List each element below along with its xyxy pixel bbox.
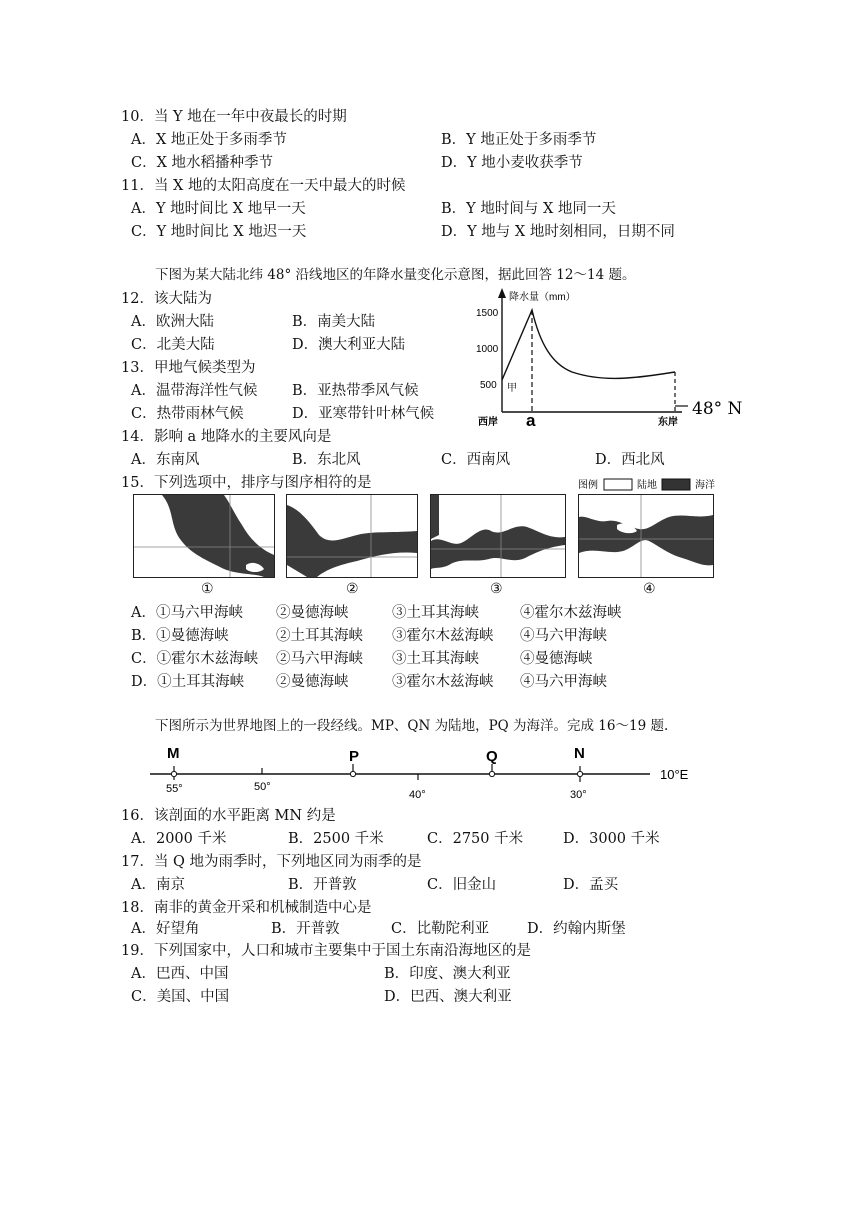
meridian-diagram bbox=[140, 740, 710, 806]
q13-option-b: B．亚热带季风气候 bbox=[292, 383, 419, 399]
q13-options-row2 bbox=[131, 405, 451, 423]
lat-55: 55° bbox=[166, 783, 183, 795]
q15-c-2: ②马六甲海峡 bbox=[276, 651, 363, 667]
label-p: P bbox=[349, 748, 360, 765]
q10-stem: 10．当 Y 地在一年中夜最长的时期 bbox=[121, 109, 347, 125]
q11-option-a: A．Y 地时间比 X 地早一天 bbox=[131, 201, 306, 217]
q11-options-row1 bbox=[131, 200, 731, 218]
q16-option-b: B．2500 千米 bbox=[288, 831, 384, 847]
q15-c-4: ④曼德海峡 bbox=[520, 651, 593, 667]
strait-map-4 bbox=[578, 494, 714, 578]
q12-options-row1 bbox=[131, 313, 451, 331]
q19-option-c: C．美国、中国 bbox=[131, 989, 230, 1005]
lat-50: 50° bbox=[254, 781, 271, 793]
legend-sea-label: 海洋 bbox=[695, 480, 715, 491]
map-caption-1: ① bbox=[201, 581, 214, 597]
q15-c-3: ③土耳其海峡 bbox=[392, 651, 479, 667]
q10-options-row2 bbox=[131, 154, 731, 172]
q11-stem: 11．当 X 地的太阳高度在一天中最大的时候 bbox=[121, 178, 406, 194]
q12-options-row2 bbox=[131, 336, 451, 354]
q11-options-row2 bbox=[131, 223, 731, 241]
q18-option-a: A．好望角 bbox=[131, 921, 200, 937]
point-m bbox=[171, 771, 176, 776]
lat-40: 40° bbox=[409, 789, 426, 801]
label-east-coast: 东岸 bbox=[658, 417, 678, 428]
q15-option-a bbox=[131, 604, 691, 622]
q18-option-b: B．开普敦 bbox=[271, 921, 340, 937]
precipitation-chart bbox=[462, 284, 762, 434]
lon-10e: 10°E bbox=[660, 767, 689, 782]
label-q: Q bbox=[486, 748, 498, 765]
q17-option-c: C．旧金山 bbox=[427, 877, 497, 893]
q19-options-row1 bbox=[131, 965, 731, 983]
chart-ylabel: 降水量（mm） bbox=[509, 292, 576, 303]
q11-option-c: C．Y 地时间比 X 地迟一天 bbox=[131, 224, 307, 240]
label-n: N bbox=[574, 745, 585, 762]
q12-option-a: A．欧洲大陆 bbox=[131, 314, 214, 330]
q15-d-4: ④马六甲海峡 bbox=[520, 674, 607, 690]
legend-sea-swatch bbox=[662, 479, 690, 490]
q18-option-d: D．约翰内斯堡 bbox=[527, 921, 626, 937]
q17-option-d: D．孟买 bbox=[563, 877, 619, 893]
strait-map-1 bbox=[133, 494, 275, 578]
q16-option-c: C．2750 千米 bbox=[427, 831, 524, 847]
label-48n: 48° N bbox=[692, 399, 743, 419]
legend-land-swatch bbox=[604, 479, 632, 490]
label-a: a bbox=[526, 411, 536, 430]
q15-a-1: A．①马六甲海峡 bbox=[131, 605, 243, 621]
q19-options-row2 bbox=[131, 988, 731, 1006]
q16-options bbox=[131, 830, 691, 848]
q17-option-b: B．开普敦 bbox=[288, 877, 357, 893]
q15-option-c bbox=[131, 650, 691, 668]
q14-option-d: D．西北风 bbox=[595, 452, 665, 468]
q11-option-d: D．Y 地与 X 地时刻相同，日期不同 bbox=[441, 224, 675, 240]
q18-option-c: C．比勒陀利亚 bbox=[391, 921, 490, 937]
label-jia: 甲 bbox=[507, 383, 517, 394]
q15-option-b bbox=[131, 627, 691, 645]
lat-30: 30° bbox=[570, 789, 587, 801]
chart-y-arrow bbox=[498, 288, 506, 298]
q19-option-a: A．巴西、中国 bbox=[131, 966, 229, 982]
q15-b-3: ③霍尔木兹海峡 bbox=[392, 628, 494, 644]
q15-a-2: ②曼德海峡 bbox=[276, 605, 349, 621]
q13-stem: 13．甲地气候类型为 bbox=[121, 360, 256, 376]
q19-option-d: D．巴西、澳大利亚 bbox=[384, 989, 512, 1005]
q10-option-a: A．X 地正处于多雨季节 bbox=[131, 132, 287, 148]
map-caption-2: ② bbox=[346, 581, 359, 597]
q10-option-b: B．Y 地正处于多雨季节 bbox=[441, 132, 597, 148]
q18-stem: 18．南非的黄金开采和机械制造中心是 bbox=[121, 900, 372, 916]
q13-option-c: C．热带雨林气候 bbox=[131, 406, 244, 422]
q10-option-d: D．Y 地小麦收获季节 bbox=[441, 155, 583, 171]
q14-options bbox=[131, 451, 691, 469]
q15-d-2: ②曼德海峡 bbox=[276, 674, 349, 690]
q17-option-a: A．南京 bbox=[131, 877, 185, 893]
q10-option-c: C．X 地水稻播种季节 bbox=[131, 155, 274, 171]
point-p bbox=[350, 771, 355, 776]
label-west-coast: 西岸 bbox=[478, 417, 498, 428]
precipitation-curve bbox=[502, 310, 675, 380]
q15-b-1: B．①曼德海峡 bbox=[131, 628, 229, 644]
q16-option-a: A．2000 千米 bbox=[131, 831, 227, 847]
q14-option-a: A．东南风 bbox=[131, 452, 200, 468]
strait-legend bbox=[578, 476, 728, 492]
chart-ytick-1500: 1500 bbox=[476, 308, 499, 319]
q14-option-c: C．西南风 bbox=[441, 452, 511, 468]
q17-options bbox=[131, 876, 691, 894]
q15-option-d bbox=[131, 673, 691, 691]
q15-b-4: ④马六甲海峡 bbox=[520, 628, 607, 644]
chart-ytick-500: 500 bbox=[480, 380, 497, 391]
q14-stem: 14．影响 a 地降水的主要风向是 bbox=[121, 429, 332, 445]
strait-map-2 bbox=[286, 494, 418, 578]
chart-ytick-1000: 1000 bbox=[476, 344, 499, 355]
q13-option-d: D．亚寒带针叶林气候 bbox=[292, 406, 435, 422]
q17-stem: 17．当 Q 地为雨季时，下列地区同为雨季的是 bbox=[121, 854, 422, 870]
intro-16-19: 下图所示为世界地图上的一段经线。MP、QN 为陆地，PQ 为海洋。完成 16～19 题. bbox=[155, 718, 669, 734]
q16-option-d: D．3000 千米 bbox=[563, 831, 660, 847]
label-m: M bbox=[167, 745, 180, 762]
legend-title: 图例 bbox=[578, 480, 598, 491]
legend-land-label: 陆地 bbox=[637, 480, 657, 491]
map-caption-4: ④ bbox=[643, 581, 656, 597]
q10-options-row1 bbox=[131, 131, 731, 149]
q13-option-a: A．温带海洋性气候 bbox=[131, 383, 258, 399]
q15-b-2: ②土耳其海峡 bbox=[276, 628, 363, 644]
q15-c-1: C．①霍尔木兹海峡 bbox=[131, 651, 259, 667]
q12-stem: 12．该大陆为 bbox=[121, 291, 212, 307]
q15-d-1: D．①土耳其海峡 bbox=[131, 674, 245, 690]
q11-option-b: B．Y 地时间与 X 地同一天 bbox=[441, 201, 616, 217]
intro-12-14: 下图为某大陆北纬 48° 沿线地区的年降水量变化示意图，据此回答 12～14 题。 bbox=[155, 267, 636, 283]
point-q bbox=[489, 771, 494, 776]
q15-a-3: ③土耳其海峡 bbox=[392, 605, 479, 621]
q19-stem: 19．下列国家中，人口和城市主要集中于国土东南沿海地区的是 bbox=[121, 943, 531, 959]
q12-option-b: B．南美大陆 bbox=[292, 314, 376, 330]
q15-a-4: ④霍尔木兹海峡 bbox=[520, 605, 622, 621]
strait-map-3 bbox=[430, 494, 566, 578]
point-n bbox=[577, 771, 582, 776]
q18-options bbox=[131, 920, 691, 938]
map-caption-3: ③ bbox=[490, 581, 503, 597]
q15-stem: 15．下列选项中，排序与图序相符的是 bbox=[121, 475, 372, 491]
q12-option-c: C．北美大陆 bbox=[131, 337, 215, 353]
q13-options-row1 bbox=[131, 382, 451, 400]
q16-stem: 16．该剖面的水平距离 MN 约是 bbox=[121, 808, 336, 824]
q19-option-b: B．印度、澳大利亚 bbox=[384, 966, 511, 982]
q14-option-b: B．东北风 bbox=[292, 452, 361, 468]
q15-d-3: ③霍尔木兹海峡 bbox=[392, 674, 494, 690]
q12-option-d: D．澳大利亚大陆 bbox=[292, 337, 406, 353]
